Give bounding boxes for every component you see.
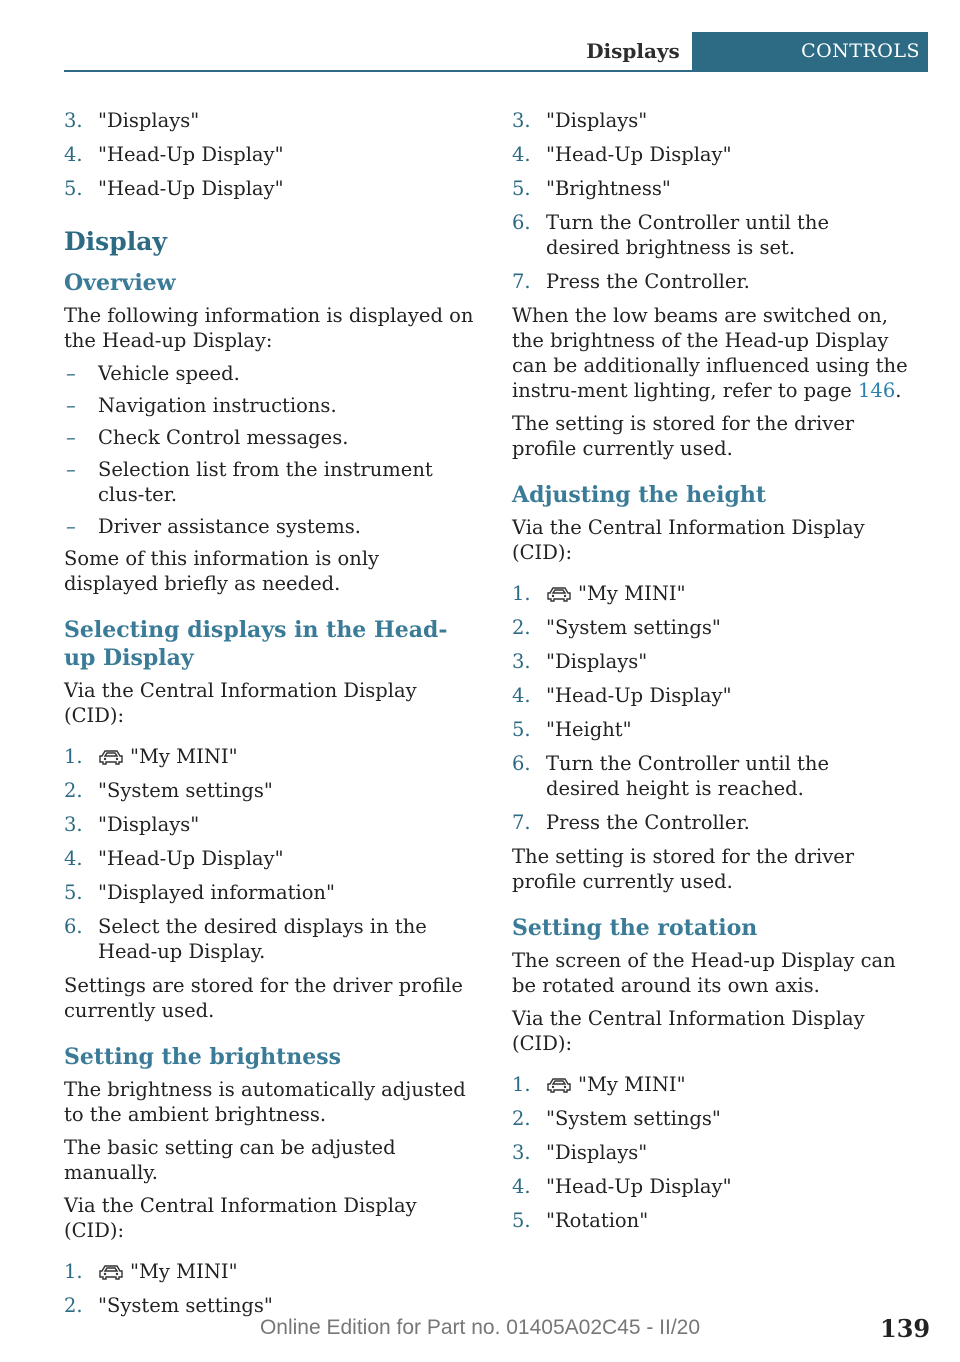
bullet-text: Vehicle speed. — [98, 362, 240, 385]
car-icon — [98, 1263, 124, 1281]
step-number: 2. — [64, 1294, 83, 1317]
step-list — [64, 108, 474, 201]
list-item — [512, 1140, 908, 1165]
footer-edition: Online Edition for Part no. 01405A02C45 - II/20 — [259, 1316, 701, 1339]
step-text: "Head-Up Display" — [98, 847, 284, 870]
step-text: "My MINI" — [130, 745, 238, 768]
list-item: – Navigation instructions. — [66, 394, 337, 417]
step-number: 1. — [512, 1073, 531, 1096]
page-header — [64, 32, 928, 72]
step-text: "Head-Up Display" — [98, 143, 284, 166]
height-step-list — [512, 581, 908, 835]
car-icon — [546, 1076, 572, 1094]
step-number: 3. — [512, 109, 531, 132]
step-text: "System settings" — [546, 616, 721, 639]
step-number: 4. — [512, 1175, 531, 1198]
step-text: "My MINI" — [130, 1260, 238, 1283]
step-number: 5. — [512, 177, 531, 200]
overview-bullet-list — [64, 361, 474, 539]
bullet-text: Selection list from the instrument clus‐ter. — [98, 458, 433, 506]
step-text: "Height" — [546, 718, 632, 741]
list-item — [512, 751, 908, 801]
list-item — [64, 846, 474, 871]
list-item — [64, 778, 474, 803]
step-number: 5. — [512, 718, 531, 741]
low-beams-paragraph: When the low beams are switched on, the brightness of the Head-up Display can be additionally influenced using the instru‐ment lighting, refer to page 146. — [512, 304, 908, 402]
step-text: "My MINI" — [578, 582, 686, 605]
step-number: 3. — [64, 813, 83, 836]
step-number: 1. — [64, 1260, 83, 1283]
step-text: "Displays" — [98, 109, 200, 132]
step-number: 2. — [64, 779, 83, 802]
step-number: 6. — [512, 752, 531, 775]
step-text: "Head-Up Display" — [546, 1175, 732, 1198]
car-icon — [98, 748, 124, 766]
overview-note: Some of this information is only displayed briefly as needed. — [64, 547, 380, 595]
step-number: 4. — [64, 847, 83, 870]
rotation-step-list — [512, 1072, 908, 1233]
step-text: "Head-Up Display" — [546, 143, 732, 166]
step-text: "System settings" — [98, 779, 273, 802]
step-text: "Displays" — [546, 1141, 648, 1164]
display-heading: Display — [64, 227, 167, 256]
step-text: "Displayed information" — [98, 881, 335, 904]
step-number: 1. — [64, 745, 83, 768]
step-number: 2. — [512, 616, 531, 639]
step-number: 3. — [64, 109, 83, 132]
selecting-note: Settings are stored for the driver profile currently used. — [64, 974, 463, 1022]
overview-intro: The following information is displayed on the Head-up Display: — [64, 304, 474, 352]
brightness-heading: Setting the brightness — [64, 1044, 342, 1070]
height-via: Via the Central Information Display (CID): — [512, 516, 865, 564]
list-item — [64, 1259, 474, 1284]
list-item — [512, 1072, 908, 1097]
selecting-via: Via the Central Information Display (CID): — [64, 679, 417, 727]
list-item — [512, 683, 908, 708]
rotation-via: Via the Central Information Display (CID): — [512, 1007, 865, 1055]
brightness-step-list-continued — [512, 108, 908, 294]
list-item — [64, 176, 474, 201]
list-item — [64, 812, 474, 837]
overview-heading: Overview — [64, 270, 176, 296]
list-item — [64, 880, 474, 905]
step-text: Turn the Controller until the desired brightness is set. — [546, 211, 829, 259]
step-text: "Head-Up Display" — [546, 684, 732, 707]
height-heading: Adjusting the height — [512, 482, 767, 508]
selecting-displays-heading: Selecting displays in the Head-up Display — [64, 617, 448, 671]
list-item — [512, 1106, 908, 1131]
step-number: 7. — [512, 270, 531, 293]
step-number: 4. — [512, 684, 531, 707]
step-text: "Displays" — [98, 813, 200, 836]
step-number: 4. — [64, 143, 83, 166]
step-number: 5. — [64, 177, 83, 200]
height-note: The setting is stored for the driver profile currently used. — [512, 845, 855, 893]
list-item — [512, 210, 908, 260]
step-text: "My MINI" — [578, 1073, 686, 1096]
step-text: Turn the Controller until the desired height is reached. — [546, 752, 829, 800]
list-item — [512, 615, 908, 640]
list-item — [64, 142, 474, 167]
list-item — [512, 142, 908, 167]
section-title: Displays — [586, 39, 680, 63]
brightness-note: The setting is stored for the driver profile currently used. — [512, 412, 855, 460]
rotation-heading: Setting the rotation — [512, 915, 758, 941]
step-number: 3. — [512, 650, 531, 673]
step-text: Press the Controller. — [546, 270, 750, 293]
list-item — [512, 810, 908, 835]
step-text: "System settings" — [546, 1107, 721, 1130]
step-number: 3. — [512, 1141, 531, 1164]
list-item — [512, 176, 908, 201]
list-item — [512, 717, 908, 742]
brightness-step-list — [64, 1259, 474, 1318]
step-text: "Rotation" — [546, 1209, 649, 1232]
step-text: "Brightness" — [546, 177, 671, 200]
list-item — [512, 269, 908, 294]
brightness-paragraph-1: The brightness is automatically adjusted to the ambient brightness. — [64, 1078, 466, 1126]
bullet-text: Driver assistance systems. — [98, 515, 361, 538]
list-item: – Driver assistance systems. — [66, 515, 361, 538]
car-icon — [546, 585, 572, 603]
step-number: 4. — [512, 143, 531, 166]
selecting-step-list — [64, 744, 474, 964]
step-number: 7. — [512, 811, 531, 834]
bullet-text: Check Control messages. — [98, 426, 349, 449]
list-item: – Vehicle speed. — [66, 362, 240, 385]
brightness-via: Via the Central Information Display (CID): — [64, 1194, 417, 1242]
step-number: 5. — [64, 881, 83, 904]
list-item — [512, 581, 908, 606]
list-item — [64, 744, 474, 769]
step-number: 5. — [512, 1209, 531, 1232]
step-number: 6. — [64, 915, 83, 938]
bullet-text: Navigation instructions. — [98, 394, 337, 417]
step-number: 6. — [512, 211, 531, 234]
list-item — [512, 649, 908, 674]
page-reference-link[interactable]: 146 — [858, 379, 896, 402]
list-item — [512, 1208, 908, 1233]
list-item: – Selection list from the instrument clus‐ter. — [66, 458, 433, 506]
list-item — [64, 108, 474, 133]
list-item — [512, 108, 908, 133]
step-text: Press the Controller. — [546, 811, 750, 834]
step-number: 2. — [512, 1107, 531, 1130]
left-column — [64, 108, 474, 1327]
step-text: "Head-Up Display" — [98, 177, 284, 200]
right-column — [512, 108, 908, 1242]
step-text: "Displays" — [546, 650, 648, 673]
brightness-paragraph-2: The basic setting can be adjusted manually. — [64, 1136, 396, 1184]
step-text: Select the desired displays in the Head-up Display. — [98, 915, 427, 963]
chapter-tab: CONTROLS — [692, 32, 928, 70]
step-text: "System settings" — [98, 1294, 273, 1317]
step-number: 1. — [512, 582, 531, 605]
list-item — [512, 1174, 908, 1199]
rotation-paragraph: The screen of the Head-up Display can be rotated around its own axis. — [512, 949, 896, 997]
page-number: 139 — [880, 1314, 931, 1343]
list-item: – Check Control messages. — [66, 426, 349, 449]
list-item — [64, 1293, 474, 1318]
step-text: "Displays" — [546, 109, 648, 132]
list-item — [64, 914, 474, 964]
header-rule — [64, 70, 928, 72]
